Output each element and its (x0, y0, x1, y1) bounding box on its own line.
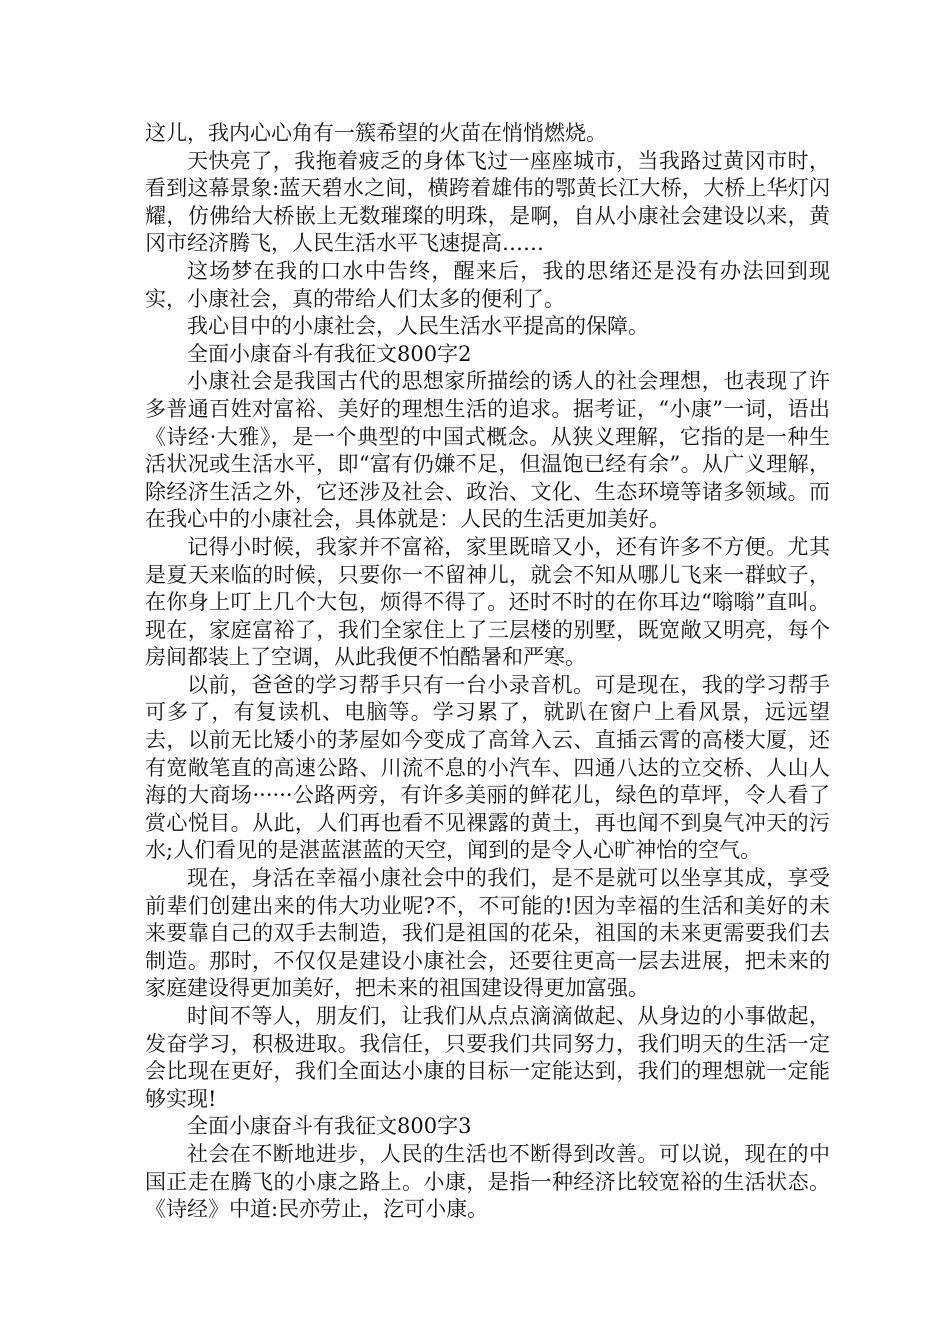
document-page (145, 120, 830, 1224)
paragraph: 天快亮了，我拖着疲乏的身体飞过一座座城市，当我路过黄冈市时，看到这幕景象:蓝天碧水之间，横跨着雄伟的鄂黄长江大桥，大桥上华灯闪耀，仿佛给大桥嵌上无数璀璨的明珠，是啊，自从小康社会建设以来，黄冈市经济腾飞，人民生活水平飞速提高…… (145, 148, 830, 256)
paragraph: 记得小时候，我家并不富裕，家里既暗又小，还有许多不方便。尤其是夏天来临的时候，只要你一不留神儿，就会不知从哪儿飞来一群蚊子，在你身上叮上几个大包，烦得不得了。还时不时的在你耳边“嗡嗡”直叫。现在，家庭富裕了，我们全家住上了三层楼的别墅，既宽敞又明亮，每个房间都装上了空调，从此我便不怕酷暑和严寒。 (145, 534, 830, 670)
paragraph: 现在，身活在幸福小康社会中的我们，是不是就可以坐享其成，享受前辈们创建出来的伟大功业呢?不，不可能的!因为幸福的生活和美好的未来要靠自己的双手去制造，我们是祖国的花朵，祖国的未来更需要我们去制造。那时，不仅仅是建设小康社会，还要往更高一层去进展，把未来的家庭建设得更加美好，把未来的祖国建设得更加富强。 (145, 866, 830, 1001)
paragraph: 小康社会是我国古代的思想家所描绘的诱人的社会理想，也表现了许多普通百姓对富裕、美好的理想生活的追求。据考证，“小康”一词，语出《诗经·大雅》，是一个典型的中国式概念。从狭义理解，它指的是一种生活状况或生活水平，即“富有仍嫌不足，但温饱已经有余”。从广义理解，除经济生活之外，它还涉及社会、政治、文化、生态环境等诸多领域。而在我心中的小康社会，具体就是：人民的生活更加美好。 (145, 369, 830, 532)
section-heading: 全面小康奋斗有我征文800字3 (187, 1114, 472, 1139)
paragraph: 这场梦在我的口水中告终，醒来后，我的思绪还是没有办法回到现实，小康社会，真的带给人们太多的便利了。 (145, 258, 830, 311)
paragraph: 以前，爸爸的学习帮手只有一台小录音机。可是现在，我的学习帮手可多了，有复读机、电脑等。学习累了，就趴在窗户上看风景，远远望去，以前无比矮小的茅屋如今变成了高耸入云、直插云霄的高楼大厦，还有宽敞笔直的高速公路、川流不息的小汽车、四通八达的立交桥、人山人海的大商场······公路两旁，有许多美丽的鲜花儿，绿色的草坪，令人看了赏心悦目。从此，人们再也看不见裸露的黄土，再也闻不到臭气冲天的污水;人们看见的是湛蓝湛蓝的天空，闻到的是令人心旷神怡的空气。 (145, 672, 830, 863)
paragraph: 社会在不断地进步，人民的生活也不断得到改善。可以说，现在的中国正走在腾飞的小康之路上。小康，是指一种经济比较宽裕的生活状态。《诗经》中道:民亦劳止，汔可小康。 (145, 1141, 830, 1222)
paragraph: 我心目中的小康社会，人民生活水平提高的保障。 (187, 314, 649, 339)
paragraph: 时间不等人，朋友们，让我们从点点滴滴做起、从身边的小事做起，发奋学习，积极进取。我信任，只要我们共同努力，我们明天的生活一定会比现在更好，我们全面达小康的目标一定能达到，我们的理想就一定能够实现! (145, 1004, 830, 1111)
paragraph-continuation: 这儿，我内心心角有一簇希望的火苗在悄悄燃烧。 (145, 121, 607, 145)
section-heading: 全面小康奋斗有我征文800字2 (187, 341, 472, 366)
